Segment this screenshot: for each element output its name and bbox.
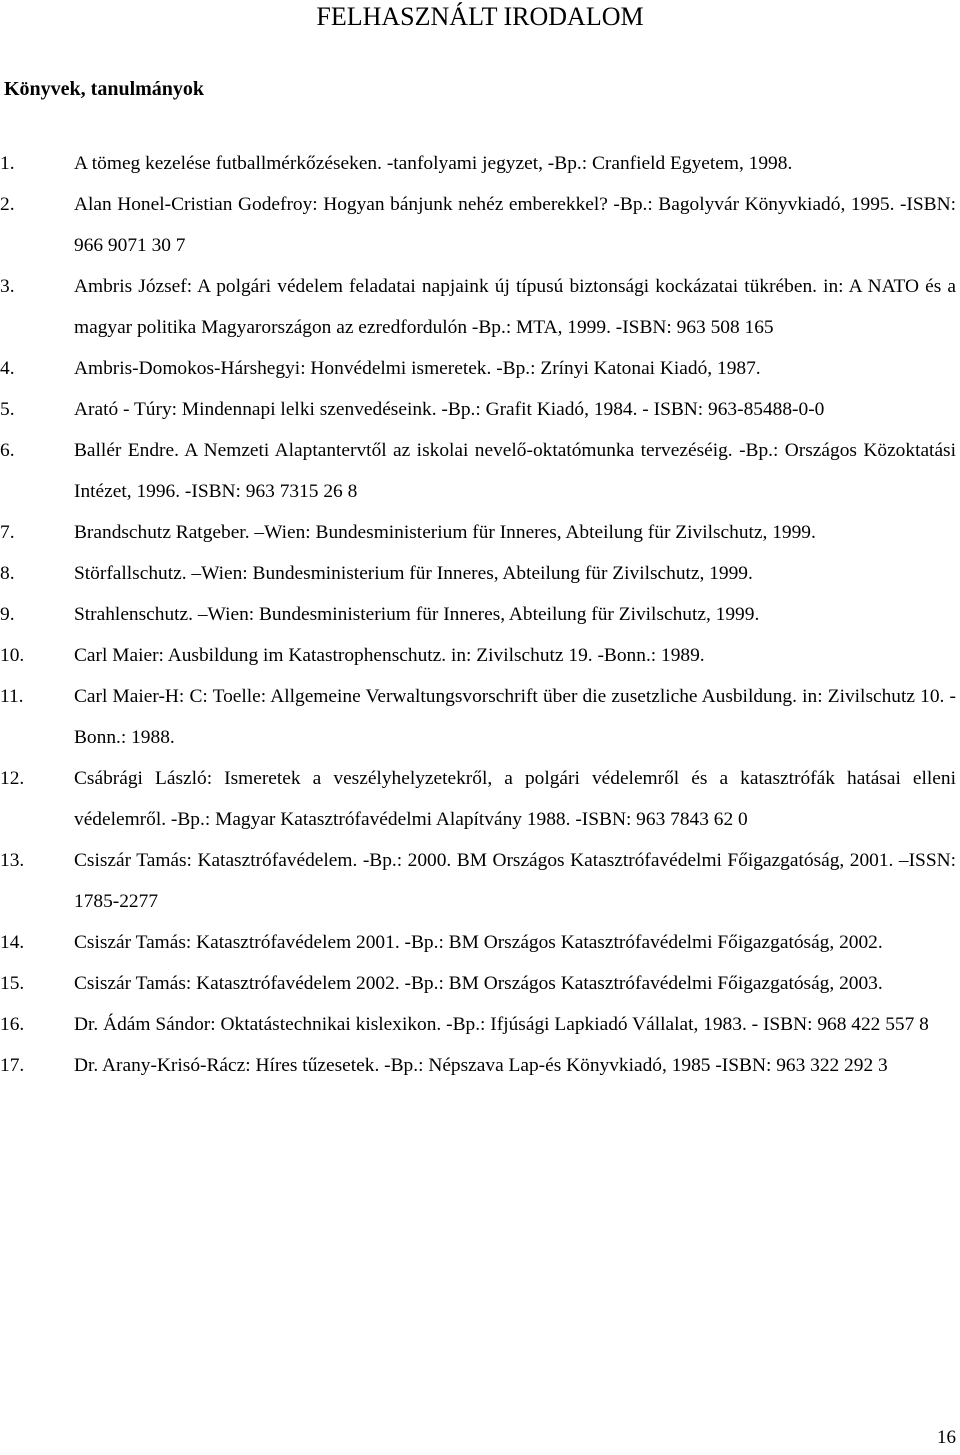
reference-number: 12. [0, 768, 25, 789]
reference-item [0, 963, 960, 1004]
reference-text: Arató - Túry: Mindennapi lelki szenvedéseink. -Bp.: Grafit Kiadó, 1984. - ISBN: 963-85488-0-0 [74, 399, 825, 420]
reference-item [0, 143, 960, 184]
reference-text: Dr. Ádám Sándor: Oktatástechnikai kislexikon. -Bp.: Ifjúsági Lapkiadó Vállalat, 1983. - ISBN: 968 422 557 8 [74, 1014, 929, 1035]
reference-number: 1. [0, 153, 15, 174]
reference-number: 11. [0, 686, 24, 707]
reference-item [0, 594, 960, 635]
reference-item [0, 348, 960, 389]
section-heading: Könyvek, tanulmányok [4, 78, 205, 100]
reference-text: Ambris József: A polgári védelem feladatai napjaink új típusú biztonsági kockázatai tükrében. in: A NATO és a magyar politika Magyarországon az ezredfordulón -Bp.: MTA, 1999. -ISBN: 963 508 165 [74, 276, 956, 338]
reference-text: Csiszár Tamás: Katasztrófavédelem 2002. -Bp.: BM Országos Katasztrófavédelmi Főigazgatóság, 2003. [74, 973, 883, 994]
reference-number: 13. [0, 850, 25, 871]
reference-text: Csiszár Tamás: Katasztrófavédelem 2001. -Bp.: BM Országos Katasztrófavédelmi Főigazgatóság, 2002. [74, 932, 883, 953]
reference-item [0, 389, 960, 430]
reference-number: 14. [0, 932, 25, 953]
reference-text: Dr. Arany-Krisó-Rácz: Híres tűzesetek. -Bp.: Népszava Lap-és Könyvkiadó, 1985 -ISBN: 963 322 292 3 [74, 1055, 888, 1076]
reference-number: 17. [0, 1055, 25, 1076]
reference-text: Brandschutz Ratgeber. –Wien: Bundesministerium für Inneres, Abteilung für Zivilschutz, 1999. [74, 522, 816, 543]
reference-item [0, 184, 960, 266]
reference-number: 4. [0, 358, 15, 379]
reference-number: 3. [0, 276, 15, 297]
reference-number: 10. [0, 645, 25, 666]
reference-text: Carl Maier: Ausbildung im Katastrophenschutz. in: Zivilschutz 19. -Bonn.: 1989. [74, 645, 705, 666]
reference-number: 8. [0, 563, 15, 584]
reference-text: A tömeg kezelése futballmérkőzéseken. -tanfolyami jegyzet, -Bp.: Cranfield Egyetem, 1998. [74, 153, 793, 174]
reference-number: 5. [0, 399, 15, 420]
reference-item [0, 758, 960, 840]
reference-item [0, 430, 960, 512]
reference-text: Ballér Endre. A Nemzeti Alaptantervtől az iskolai nevelő-oktatómunka tervezéséig. -Bp.: Országos Közoktatási Intézet, 1996. -ISBN: 963 7315 26 8 [74, 440, 956, 502]
reference-list [0, 143, 960, 1086]
reference-text: Strahlenschutz. –Wien: Bundesministerium für Inneres, Abteilung für Zivilschutz, 1999. [74, 604, 760, 625]
reference-item [0, 553, 960, 594]
reference-item [0, 266, 960, 348]
reference-item [0, 1045, 960, 1086]
reference-number: 9. [0, 604, 15, 625]
reference-number: 7. [0, 522, 15, 543]
reference-text: Alan Honel-Cristian Godefroy: Hogyan bánjunk nehéz emberekkel? -Bp.: Bagolyvár Könyvkiadó, 1995. -ISBN: 966 9071 30 7 [74, 194, 956, 256]
page-title: FELHASZNÁLT IRODALOM [316, 2, 644, 31]
reference-number: 2. [0, 194, 15, 215]
reference-item [0, 1004, 960, 1045]
reference-number: 15. [0, 973, 25, 994]
reference-text: Carl Maier-H: C: Toelle: Allgemeine Verwaltungsvorschrift über die zusetzliche Ausbildung. in: Zivilschutz 10. -Bonn.: 1988. [74, 686, 956, 748]
reference-text: Störfallschutz. –Wien: Bundesministerium für Inneres, Abteilung für Zivilschutz, 1999. [74, 563, 753, 584]
reference-number: 6. [0, 440, 15, 461]
reference-text: Csábrági László: Ismeretek a veszélyhelyzetekről, a polgári védelemről és a katasztrófák hatásai elleni védelemről. -Bp.: Magyar Katasztrófavédelmi Alapítvány 1988. -ISBN: 963 7843 62 0 [74, 768, 956, 830]
reference-item [0, 922, 960, 963]
reference-text: Csiszár Tamás: Katasztrófavédelem. -Bp.: 2000. BM Országos Katasztrófavédelmi Főigazgatóság, 2001. –ISSN: 1785-2277 [74, 850, 956, 912]
reference-number: 16. [0, 1014, 25, 1035]
reference-item [0, 635, 960, 676]
page-number: 16 [937, 1427, 956, 1448]
reference-text: Ambris-Domokos-Hárshegyi: Honvédelmi ismeretek. -Bp.: Zrínyi Katonai Kiadó, 1987. [74, 358, 761, 379]
reference-item [0, 676, 960, 758]
reference-item [0, 840, 960, 922]
reference-item [0, 512, 960, 553]
